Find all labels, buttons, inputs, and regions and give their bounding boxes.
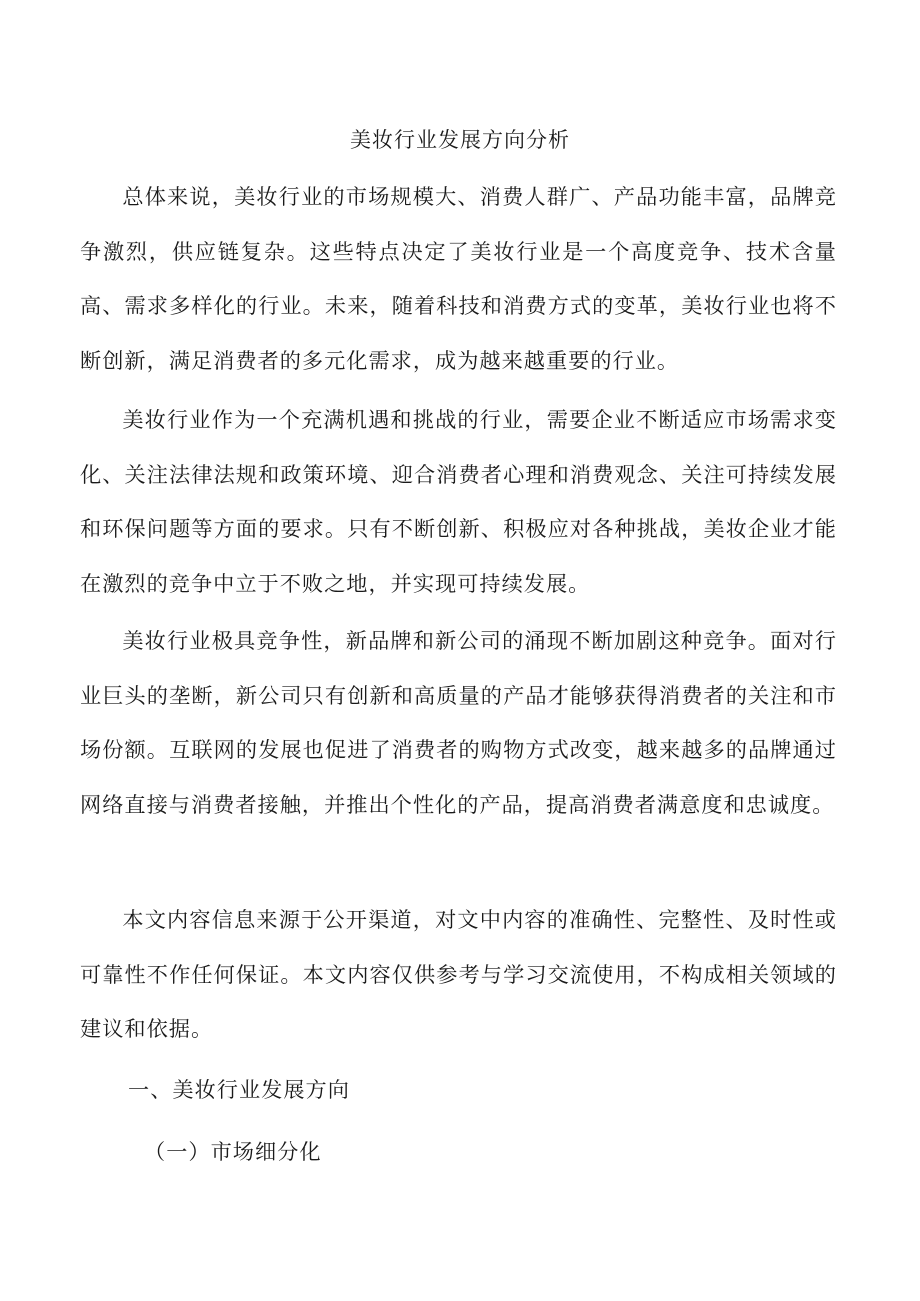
subsection-heading: （一）市场细分化 <box>144 1139 322 1164</box>
paragraph-disclaimer: 本文内容信息来源于公开渠道，对文中内容的准确性、完整性、及时性或可靠性不作任何保证。本文内容仅供参考与学习交流使用，不构成相关领域的建议和依据。 <box>80 907 837 1041</box>
paragraph-opportunities: 美妆行业作为一个充满机遇和挑战的行业，需要企业不断适应市场需求变化、关注法律法规和政策环境、迎合消费者心理和消费观念、关注可持续发展和环保问题等方面的要求。只有不断创新、积极应对各种挑战，美妆企业才能在激烈的竞争中立于不败之地，并实现可持续发展。 <box>80 407 837 596</box>
document-title: 美妆行业发展方向分析 <box>350 128 570 152</box>
paragraph-overview: 总体来说，美妆行业的市场规模大、消费人群广、产品功能丰富，品牌竞争激烈，供应链复杂。这些特点决定了美妆行业是一个高度竞争、技术含量高、需求多样化的行业。未来，随着科技和消费方式的变革，美妆行业也将不断创新，满足消费者的多元化需求，成为越来越重要的行业。 <box>80 184 837 373</box>
paragraph-competition: 美妆行业极具竞争性，新品牌和新公司的涌现不断加剧这种竞争。面对行业巨头的垄断，新公司只有创新和高质量的产品才能够获得消费者的关注和市场份额。互联网的发展也促进了消费者的购物方式改变，越来越多的品牌通过网络直接与消费者接触，并推出个性化的产品，提高消费者满意度和忠诚度。 <box>80 628 837 817</box>
section-heading: 一、美妆行业发展方向 <box>128 1077 350 1102</box>
